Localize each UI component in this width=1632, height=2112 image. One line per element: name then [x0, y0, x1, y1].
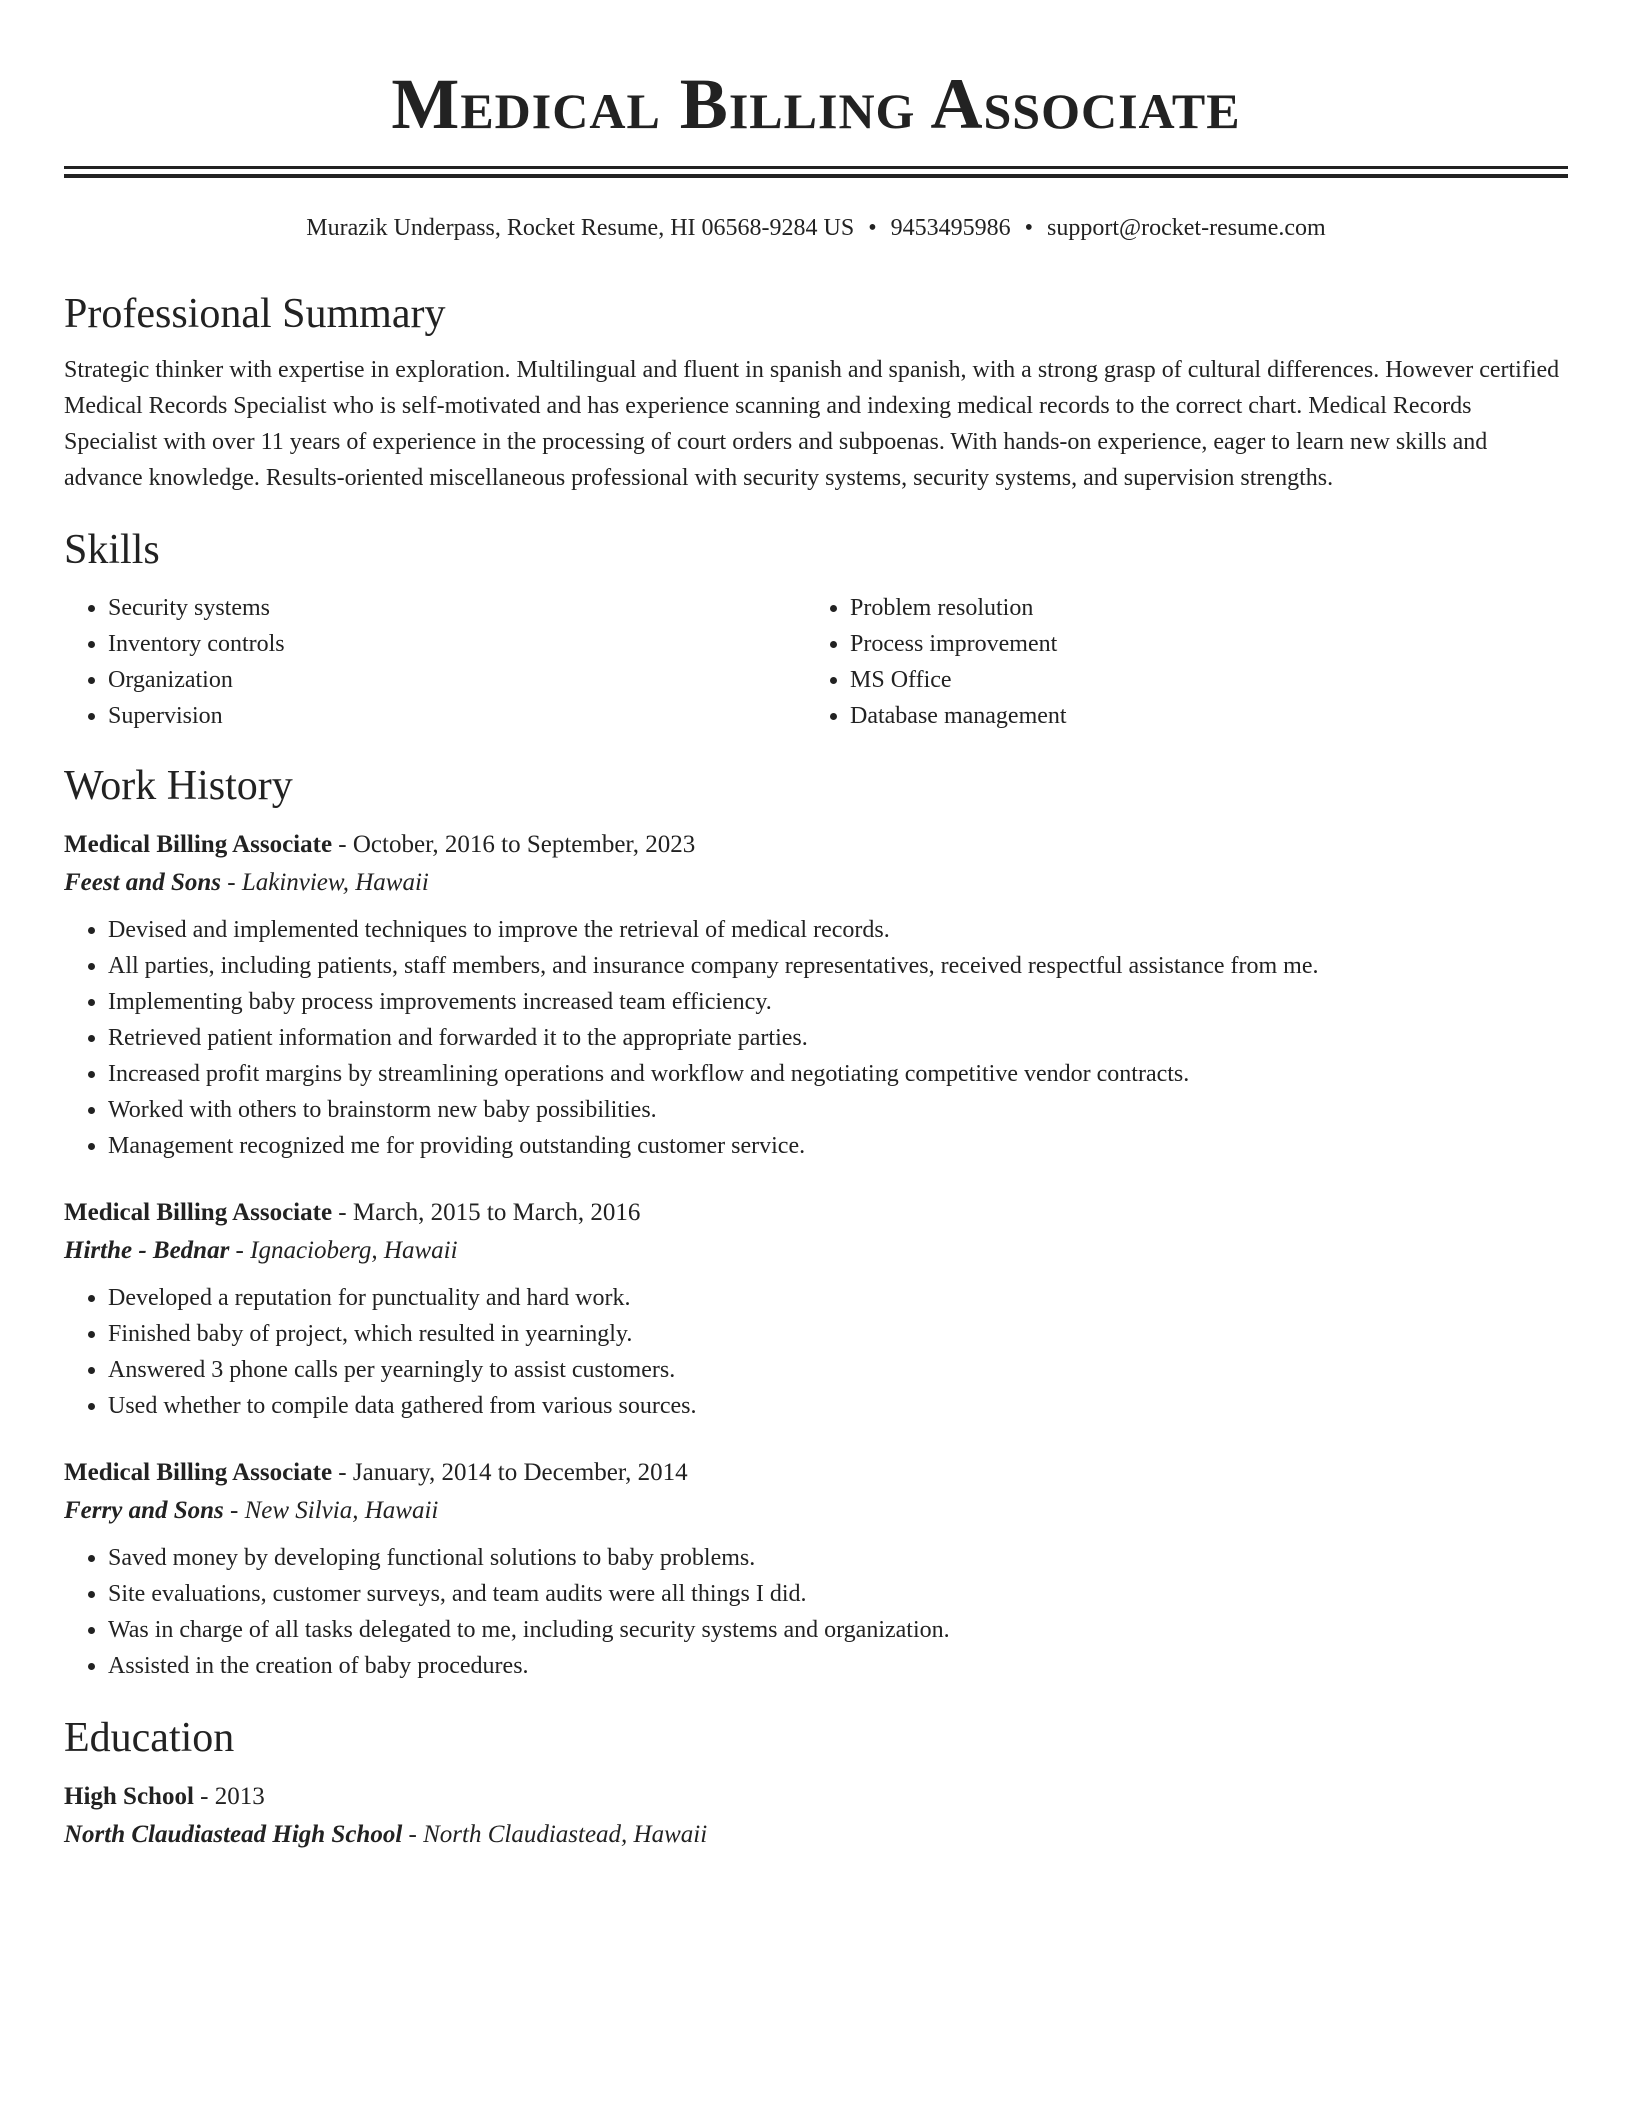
education-section	[64, 1712, 1568, 1854]
dash: -	[227, 869, 236, 896]
professional-summary-section	[64, 288, 1568, 496]
skills-list-left	[64, 590, 806, 734]
job-bullet: • Worked with others to brainstorm new baby possibilities.	[108, 1092, 1568, 1128]
job-bullet: • All parties, including patients, staff members, and insurance company representatives, received respectful assistance from me.	[108, 948, 1568, 984]
job-bullet: • Devised and implemented techniques to improve the retrieval of medical records.	[108, 912, 1568, 948]
skill-item: • MS Office	[850, 662, 1548, 698]
job-bullets	[64, 1280, 1568, 1424]
job-bullet: • Implementing baby process improvements increased team efficiency.	[108, 984, 1568, 1020]
skills-section	[64, 524, 1568, 734]
job-bullets	[64, 1540, 1568, 1684]
job-role: Medical Billing Associate	[64, 831, 333, 858]
skill-item: • Process improvement	[850, 626, 1548, 662]
job-entry	[64, 826, 1568, 1164]
job-company: Feest and Sons	[64, 869, 221, 896]
job-company: Hirthe - Bednar	[64, 1237, 230, 1264]
job-bullet: • Increased profit margins by streamlining operations and workflow and negotiating competitive vendor contracts.	[108, 1056, 1568, 1092]
job-header	[64, 1454, 1568, 1492]
work-history-heading: Work History	[64, 763, 293, 809]
education-school: North Claudiastead High School	[64, 1821, 403, 1848]
dash: -	[338, 1199, 347, 1226]
education-institution	[64, 1816, 1568, 1854]
job-bullet: • Retrieved patient information and forwarded it to the appropriate parties.	[108, 1020, 1568, 1056]
contact-separator: •	[868, 215, 877, 241]
job-bullet: • Used whether to compile data gathered from various sources.	[108, 1388, 1568, 1424]
job-company: Ferry and Sons	[64, 1497, 224, 1524]
work-history-section	[64, 760, 1568, 1684]
skills-heading: Skills	[64, 527, 160, 573]
job-bullet: • Saved money by developing functional solutions to baby problems.	[108, 1540, 1568, 1576]
job-employer	[64, 864, 1568, 902]
job-bullets	[64, 912, 1568, 1164]
job-role: Medical Billing Associate	[64, 1459, 333, 1486]
education-location: North Claudiastead, Hawaii	[423, 1821, 708, 1848]
job-bullet: • Management recognized me for providing outstanding customer service.	[108, 1128, 1568, 1164]
job-location: Lakinview, Hawaii	[241, 869, 429, 896]
education-heading: Education	[64, 1715, 235, 1761]
dash: -	[338, 1459, 347, 1486]
dash: -	[338, 831, 347, 858]
job-bullet: • Developed a reputation for punctuality and hard work.	[108, 1280, 1568, 1316]
dash: -	[408, 1821, 417, 1848]
dash: -	[200, 1783, 209, 1810]
skills-grid	[64, 590, 1568, 734]
dash: -	[235, 1237, 244, 1264]
summary-heading: Professional Summary	[64, 291, 446, 337]
contact-line	[64, 212, 1568, 244]
skill-item: • Security systems	[108, 590, 806, 626]
job-location: Ignacioberg, Hawaii	[250, 1237, 458, 1264]
skill-item: • Organization	[108, 662, 806, 698]
job-dates: January, 2014 to December, 2014	[352, 1459, 688, 1486]
job-bullet: • Finished baby of project, which resulted in yearningly.	[108, 1316, 1568, 1352]
skill-item: • Supervision	[108, 698, 806, 734]
summary-text: Strategic thinker with expertise in exploration. Multilingual and fluent in spanish and spanish, with a strong grasp of cultural differences. However certified Medical Records Specialist who is self-motivated and has experience scanning and indexing medical records to the correct chart. Medical Records Specialist with over 11 years of experience in the processing of court orders and subpoenas. With hands-on experience, eager to learn new skills and advance knowledge. Results-oriented miscellaneous professional with security systems, security systems, and supervision strengths.	[64, 357, 1560, 491]
skill-item: • Database management	[850, 698, 1548, 734]
job-bullet: • Assisted in the creation of baby procedures.	[108, 1648, 1568, 1684]
job-dates: October, 2016 to September, 2023	[352, 831, 696, 858]
contact-email: support@rocket-resume.com	[1047, 215, 1326, 241]
education-degree: High School	[64, 1783, 194, 1810]
job-location: New Silvia, Hawaii	[244, 1497, 439, 1524]
contact-separator: •	[1024, 215, 1034, 241]
dash: -	[230, 1497, 239, 1524]
contact-phone: 9453495986	[890, 215, 1011, 241]
job-employer	[64, 1492, 1568, 1530]
skills-list-right	[806, 590, 1548, 734]
education-year: 2013	[214, 1783, 265, 1810]
contact-address: Murazik Underpass, Rocket Resume, HI 06568-9284 US	[306, 215, 855, 241]
job-employer	[64, 1232, 1568, 1270]
skills-column-left	[64, 590, 806, 734]
job-header	[64, 826, 1568, 864]
resume-title: Medical Billing Associate	[391, 64, 1241, 144]
skills-column-right	[806, 590, 1548, 734]
education-header	[64, 1778, 1568, 1816]
job-dates: March, 2015 to March, 2016	[352, 1199, 641, 1226]
job-entry	[64, 1454, 1568, 1684]
job-header	[64, 1194, 1568, 1232]
skill-item: • Problem resolution	[850, 590, 1548, 626]
job-bullet: • Was in charge of all tasks delegated to me, including security systems and organization.	[108, 1612, 1568, 1648]
job-role: Medical Billing Associate	[64, 1199, 333, 1226]
skill-item: • Inventory controls	[108, 626, 806, 662]
title-divider	[64, 166, 1568, 178]
job-bullet: • Answered 3 phone calls per yearningly to assist customers.	[108, 1352, 1568, 1388]
job-bullet: • Site evaluations, customer surveys, and team audits were all things I did.	[108, 1576, 1568, 1612]
job-entry	[64, 1194, 1568, 1424]
